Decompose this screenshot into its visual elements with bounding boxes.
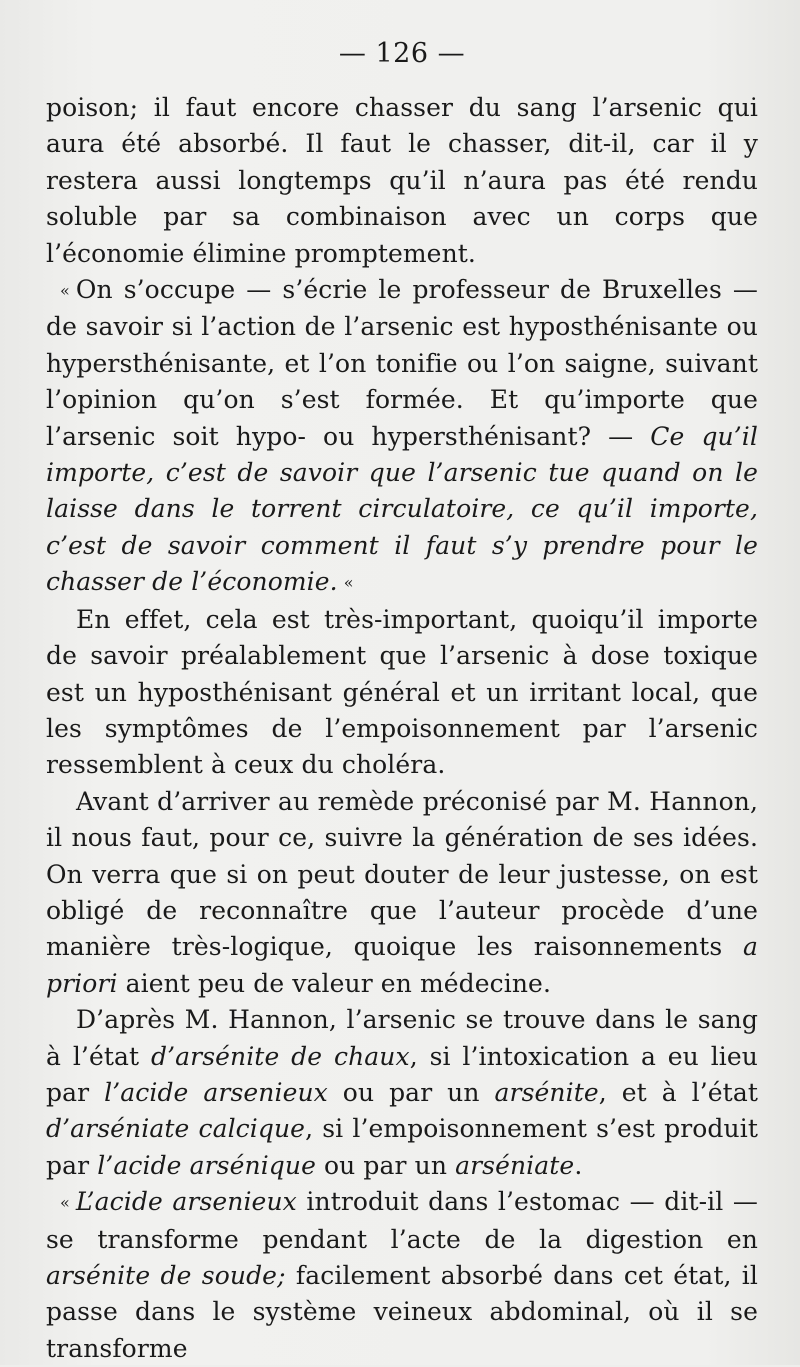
- italic-text: d’arséniate calcique: [46, 1114, 306, 1144]
- italic-text: arséniate: [455, 1150, 575, 1180]
- text-run: facilement absorbé dans cet état, il passe dans le système veineux abdominal, où il se transforme: [46, 1261, 758, 1363]
- text-run: .: [574, 1150, 583, 1180]
- text-run: , et à l’état: [598, 1077, 758, 1107]
- paragraph: [46, 602, 758, 784]
- paragraph: [46, 784, 758, 1002]
- quote-open-mark: «: [60, 281, 70, 301]
- text-run: introduit dans l’estomac — dit-il — se transforme pendant l’acte de la digestion en: [46, 1187, 758, 1254]
- italic-text: Ce qu’il importe, c’est de savoir que l’arsenic tue quand on le laisse dans le torrent circulatoire, ce qu’il importe, c’est de savoir comment il faut s’y prendre pour le chasser de l’économie.: [46, 421, 758, 597]
- text-run: , si l’empoisonnement s’est produit par: [46, 1114, 758, 1180]
- paragraph-quote: [46, 272, 758, 602]
- italic-text: l’acide arsenieux: [104, 1077, 328, 1107]
- text-run: aient peu de valeur en médecine.: [117, 968, 551, 998]
- italic-text: arsénite: [494, 1077, 599, 1107]
- italic-text: arsénite de soude;: [46, 1261, 286, 1290]
- page-number: — 126 —: [338, 38, 466, 69]
- paragraph: [46, 90, 758, 272]
- text-run: D’après M. Hannon, l’arsenic se trouve dans le sang à l’état: [46, 1005, 758, 1071]
- paragraph-quote: [46, 1184, 758, 1367]
- italic-text: l’acide arsénique: [97, 1150, 316, 1180]
- text-run: En effet, cela est très-important, quoiqu’il importe de savoir préalablement que l’arsenic à dose toxique est un hyposthénisant général et un irritant local, que les symptômes de l’empoisonnement par l’arsenic ressemblent à ceux du choléra.: [46, 604, 758, 780]
- page-body: [46, 90, 758, 1367]
- paragraph: [46, 1002, 758, 1184]
- italic-text: a priori: [46, 932, 758, 998]
- text-run: On s’occupe — s’écrie le professeur de Bruxelles — de savoir si l’action de l’arsenic est hyposthénisante ou hypersthénisante, et l’on tonifie ou l’on saigne, suivant l’opinion qu’on s’est formée. Et qu’importe que l’arsenic soit hypo- ou hypersthénisant? —: [46, 275, 758, 451]
- text-run: ou par un: [315, 1150, 456, 1180]
- text-run: poison; il faut encore chasser du sang l’arsenic qui aura été absorbé. Il faut le chasser, dit-il, car il y restera aussi longtemps qu’il n’aura pas été rendu soluble par sa combinaison avec un corps que l’économie élimine promptement.: [46, 93, 758, 268]
- italic-text: d’arsénite de chaux: [150, 1041, 410, 1071]
- text-run: Avant d’arriver au remède préconisé par M. Hannon, il nous faut, pour ce, suivre la génération de ses idées. On verra que si on peut douter de leur justesse, on est obligé de reconnaître que l’auteur procède d’une manière très-logique, quoique les raisonnements: [46, 786, 758, 962]
- text-run: , si l’intoxication a eu lieu par: [46, 1041, 758, 1107]
- quote-open-mark: «: [60, 1193, 70, 1213]
- text-run: ou par un: [327, 1077, 495, 1107]
- italic-text: L’acide arsenieux: [75, 1187, 297, 1217]
- quote-close-mark: «: [343, 573, 354, 593]
